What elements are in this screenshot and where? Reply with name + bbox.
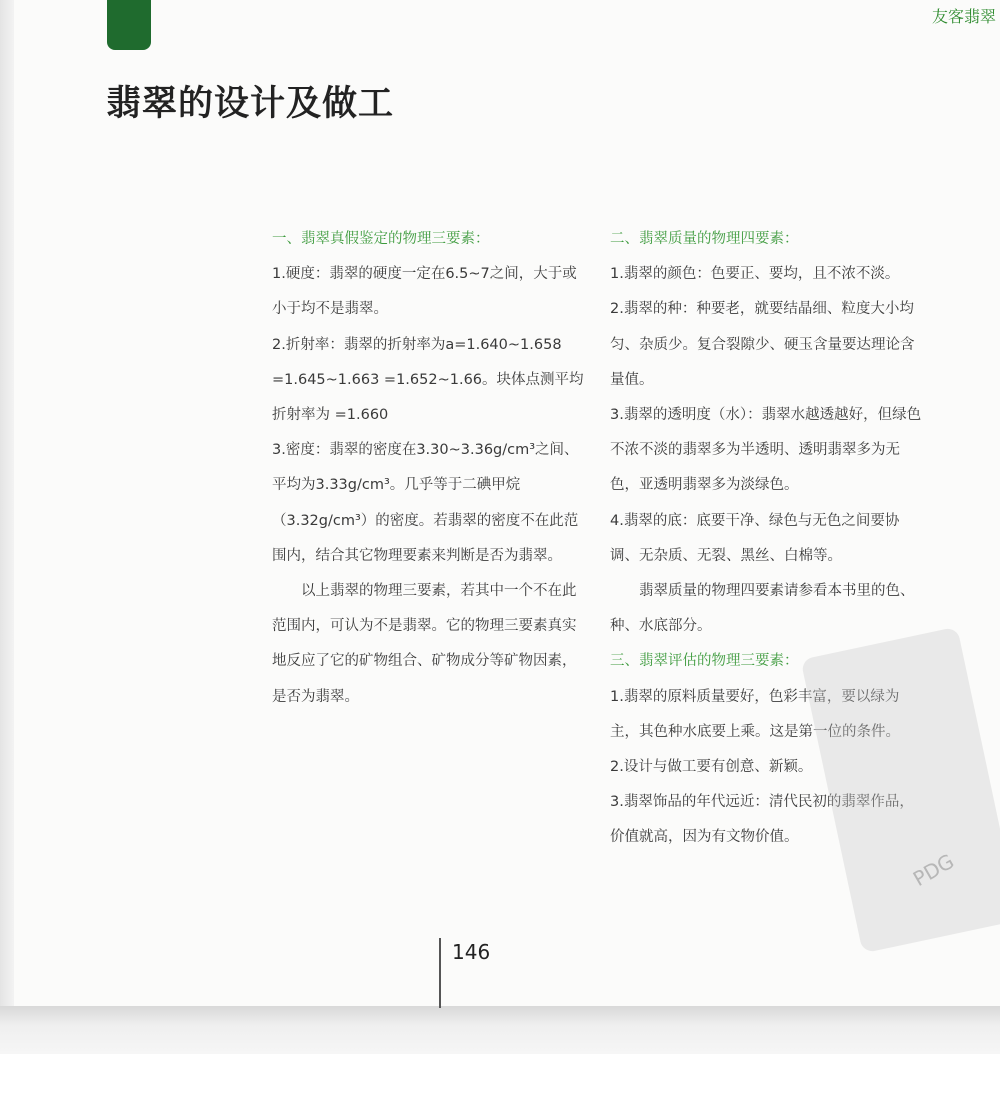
- material-paragraph: 1.翡翠的原料质量要好，色彩丰富，要以绿为主，其色种水底要上乘。这是第一位的条件。: [610, 688, 900, 740]
- chapter-tab: [107, 0, 151, 50]
- note-paragraph: 翡翠质量的物理四要素请参看本书里的色、种、水底部分。: [610, 583, 915, 635]
- transparency-paragraph: 3.翡翠的透明度（水）：翡翠水越透越好，但绿色不浓不淡的翡翠多为半透明、透明翡翠多为无色，亚透明翡翠多为淡绿色。: [610, 407, 922, 494]
- page-title: 翡翠的设计及做工: [106, 84, 395, 124]
- page-number: 146: [452, 940, 491, 964]
- pdg-watermark: PDG: [908, 848, 959, 892]
- left-column: [272, 222, 590, 715]
- page-left-edge: [0, 0, 14, 1006]
- section-heading-1: 一、翡翠真假鉴定的物理三要素：: [272, 231, 490, 247]
- age-paragraph: 3.翡翠饰品的年代远近：清代民初的翡翠作品，价值就高，因为有文物价值。: [610, 794, 914, 846]
- base-paragraph: 4.翡翠的底：底要干净、绿色与无色之间要协调、无杂质、无裂、黑丝、白棉等。: [610, 512, 900, 564]
- hardness-paragraph: 1.硬度：翡翠的硬度一定在6.5~7之间，大于或小于均不是翡翠。: [272, 266, 577, 318]
- brand-watermark: 友客翡翠: [931, 7, 996, 26]
- summary-paragraph: 以上翡翠的物理三要素，若其中一个不在此范围内，可认为不是翡翠。它的物理三要素真实地反应了它的矿物组合、矿物成分等矿物因素，是否为翡翠。: [272, 583, 577, 705]
- density-paragraph: 3.密度：翡翠的密度在3.30~3.36g/cm³之间、平均为3.33g/cm³。几乎等于二碘甲烷（3.32g/cm³）的密度。若翡翠的密度不在此范围内，结合其它物理要素来判断是否为翡翠。: [272, 442, 579, 564]
- color-paragraph: 1.翡翠的颜色：色要正、要均，且不浓不淡。: [610, 266, 900, 283]
- refractive-index-paragraph: 2.折射率：翡翠的折射率为a=1.640~1.658 =1.645~1.663 =1.652~1.66。块体点测平均折射率为 =1.660: [272, 336, 584, 424]
- section-heading-3: 三、翡翠评估的物理三要素：: [610, 653, 799, 670]
- section-heading-2: 二、翡翠质量的物理四要素：: [610, 231, 799, 247]
- page-bottom-shadow: [0, 1006, 1000, 1054]
- variety-paragraph: 2.翡翠的种：种要老，就要结晶细、粒度大小均匀、杂质少。复合裂隙少、硬玉含量要达理论含量值。: [610, 301, 915, 388]
- page-number-rule: [439, 938, 441, 1008]
- design-paragraph: 2.设计与做工要有创意、新颖。: [610, 759, 813, 776]
